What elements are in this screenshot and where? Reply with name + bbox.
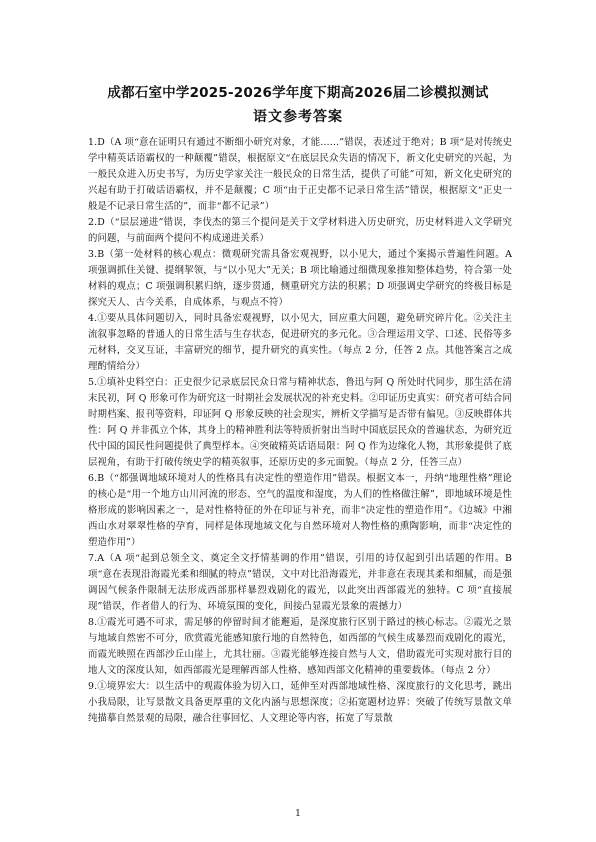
answer-list bbox=[88, 135, 512, 727]
document-title: 成都石室中学2025-2026学年度下期高2026届二诊模拟测试 bbox=[107, 85, 489, 101]
answer-6: 6.B（“都强调地域环境对人的性格具有决定性的塑造作用”错误。根据文本一，丹纳“地理性格”理论的核心是“用一个地方山川河流的形态、空气的温度和湿度，为人们的性格做注解”，即地域环境是性格形成的影响因素之一，是对性格特征的外在印证与补充，而非“决定性的塑造作用”。《边城》中湘西山水对翠翠性格的孕育，同样是体现地域文化与自然环境对人物性格的熏陶影响，而非“决定性的塑造作用”） bbox=[88, 473, 512, 548]
answer-4: 4.①要从具体问题切入，同时具备宏观视野，以小见大，回应重大问题，避免研究碎片化。②关注主流叙事忽略的普通人的日常生活与生存状态，促进研究的多元化。③合理运用文学、口述、民俗等多元材料，交叉互证，丰富研究的细节，提升研究的真实性。（每点 2 分，任答 2 点。其他答案言之成理酌情给分） bbox=[88, 313, 512, 372]
answer-8: 8.①霞光可遇不可求，需足够的停留时间才能邂逅，是深度旅行区别于路过的核心标志。②霞光之景与地域自然密不可分，欣赏霞光能感知旅行地的自然特色，如西部的气候生成暴烈而戏剧化的霞光，而霞光映照在西部沙丘山崖上，尤其壮丽。③霞光能够连接自然与人文，借助霞光可实现对旅行目的地人文的深度认知，如西部霞光是理解西部人性格、感知西部文化精神的重要载体。（每点 2 分） bbox=[88, 617, 512, 676]
document-subtitle: 语文参考答案 bbox=[253, 109, 343, 125]
answer-3: 3.B（第一处材料的核心观点：微观研究需具备宏观视野，以小见大，通过个案揭示普遍性问题。A 项强调抓住关键、提纲挈领，与“以小见大”无关；B 项比喻通过细微现象推知整体趋势，符合第一处材料的观点；C 项强调积累归纳，逐步贯通，侧重研究方法的积累；D 项强调史学研究的终极目标是探究天人、古今关系，自成体系，与观点不符） bbox=[88, 249, 512, 308]
page-number: 1 bbox=[295, 809, 301, 819]
answer-1: 1.D（A 项“意在证明只有通过不断细小研究对象，才能……”错误，表述过于绝对；B 项“是对传统史学中精英话语霸权的一种颠覆”错误，根据原文“在底层民众失语的情况下，新文化史研究的兴起，为一般民众进入历史书写，为历史学家关注一般民众的日常生活，提供了可能”可知，新文化史研究的兴起有助于打破话语霸权，并不是颠覆；C 项“由于正史都不记录日常生活”错误，根据原文“正史一般是不记录日常生活的”，而非“都不记录”） bbox=[88, 137, 512, 212]
answer-2: 2.D（“层层递进”错误，李伐杰的第三个提问是关于文学材料进入历史研究，历史材料进入文学研究的问题，与前面两个提问不构成递进关系） bbox=[88, 217, 512, 244]
answer-5: 5.①填补史料空白：正史很少记录底层民众日常与精神状态，鲁迅与阿 Q 所处时代同步，那生活在清末民初，阿 Q 形象可作为研究这一时期社会发展状况的补充史料。②印证历史真实：研究者可结合同时期档案、报刊等资料，印证阿 Q 形象反映的社会现实，辨析文学描写是否带有偏见。③反映群体共性：阿 Q 并非孤立个体，其身上的精神胜利法等特质折射出当时中国底层民众的普遍状态，为研究近代中国的国民性问题提供了典型样本。④突破精英话语局限：阿 Q 作为边缘化人物，其形象提供了底层视角，有助于打破传统史学的精英叙事，还原历史的多元面貌。（每点 2 分，任答三点） bbox=[88, 377, 512, 468]
answer-9: 9.①境界宏大：以生活中的观霞体验为切入口，延伸至对西部地域性格、深度旅行的文化思考，跳出小我局限，让写景散文具备更厚重的文化内涵与思想深度；②拓宽题材边界：突破了传统写景散文单纯描摹自然景观的局限，融合往事回忆、人文理论等内容，拓宽了写景散 bbox=[88, 681, 512, 724]
answer-7: 7.A（A 项“起到总领全文、奠定全文抒情基调的作用”错误，引用的诗仅起到引出话题的作用。B 项“意在表现沿海霞光柔和细腻的特点”错误，文中对比沿海霞光，并非意在表现其柔和细腻，而是强调因气候条件限制无法形成西部那样暴烈戏剧化的霞光，以此突出西部霞光的独特。C 项“直接展现”错误，作者借人的行为、环境氛围的变化，间接凸显霞光景象的震撼力） bbox=[88, 553, 512, 612]
